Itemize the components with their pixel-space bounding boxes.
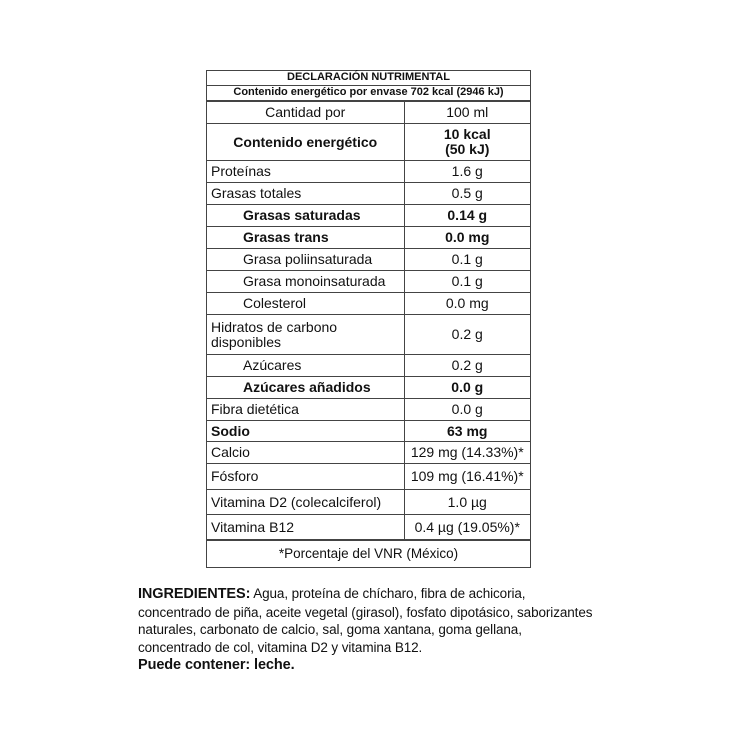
table-row <box>207 490 530 515</box>
nutrient-value: 0.1 g <box>404 249 530 271</box>
energy-kj: (50 kJ) <box>445 141 490 157</box>
table-row <box>207 464 530 490</box>
nutrient-label: Grasa poliinsaturada <box>207 249 404 271</box>
energy-kcal: 10 kcal <box>443 126 491 142</box>
serving-value: 100 ml <box>404 102 530 124</box>
table-row <box>207 161 530 183</box>
energy-per-pack: Contenido energético por envase 702 kcal (2946 kJ) <box>207 85 530 100</box>
carbs-label-line2: disponibles <box>211 333 282 350</box>
nutrient-value: 0.0 g <box>404 377 530 399</box>
energy-value <box>404 124 530 161</box>
nutrient-value: 0.2 g <box>404 355 530 377</box>
ingredients-paragraph <box>138 585 598 675</box>
table-row <box>207 421 530 442</box>
table-row <box>207 293 530 315</box>
ingredients-heading: INGREDIENTES: <box>138 586 251 602</box>
nutrient-label: Vitamina D2 (colecalciferol) <box>207 490 404 515</box>
nutrient-value: 0.0 mg <box>404 293 530 315</box>
nutrient-value: 63 mg <box>404 421 530 442</box>
serving-label: Cantidad por <box>207 102 404 124</box>
nutrient-label: Fósforo <box>207 464 404 490</box>
table-row <box>207 249 530 271</box>
nutrient-label: Calcio <box>207 442 404 464</box>
table-row <box>207 515 530 540</box>
table-row <box>207 442 530 464</box>
table-row <box>207 205 530 227</box>
energy-label: Contenido energético <box>207 124 404 161</box>
nutrition-facts-table <box>206 70 531 568</box>
table-row <box>207 183 530 205</box>
table-row <box>207 377 530 399</box>
table-row <box>207 399 530 421</box>
nutrient-label: Azúcares <box>207 355 404 377</box>
nutrient-label: Sodio <box>207 421 404 442</box>
nutrient-label: Grasa monoinsaturada <box>207 271 404 293</box>
nutrient-value: 0.2 g <box>404 315 530 355</box>
nutrient-value: 0.0 g <box>404 399 530 421</box>
nutrient-label: Proteínas <box>207 161 404 183</box>
nutrition-header <box>207 71 530 101</box>
carbs-label-line1: Hidratos de carbono <box>211 318 338 335</box>
nutrient-value: 129 mg (14.33%)* <box>404 442 530 464</box>
nutrient-value: 0.4 µg (19.05%)* <box>404 515 530 540</box>
allergen-warning: Puede contener: leche. <box>138 657 295 673</box>
nutrient-value: 1.6 g <box>404 161 530 183</box>
nutrient-label: Fibra dietética <box>207 399 404 421</box>
vnr-footnote: *Porcentaje del VNR (México) <box>207 540 530 567</box>
nutrient-label <box>207 315 404 355</box>
nutrient-label: Colesterol <box>207 293 404 315</box>
nutrient-label: Grasas trans <box>207 227 404 249</box>
nutrient-label: Grasas totales <box>207 183 404 205</box>
table-row <box>207 271 530 293</box>
nutrient-value: 109 mg (16.41%)* <box>404 464 530 490</box>
table-row <box>207 227 530 249</box>
table-row <box>207 355 530 377</box>
table-row <box>207 102 530 124</box>
table-row <box>207 315 530 355</box>
nutrient-value: 0.1 g <box>404 271 530 293</box>
ingredients-list: Agua, proteína de chícharo, fibra de achicoria, concentrado de piña, aceite vegetal (girasol), fosfato dipotásico, saborizantes naturales, carbonato de calcio, sal, goma xantana, goma gellana, concentrado de col, vitamina D2 y vitamina B12. <box>138 586 593 655</box>
nutrient-label: Vitamina B12 <box>207 515 404 540</box>
nutrition-title: DECLARACIÓN NUTRIMENTAL <box>287 71 450 83</box>
nutrient-label: Azúcares añadidos <box>207 377 404 399</box>
nutrient-value: 1.0 µg <box>404 490 530 515</box>
nutrient-value: 0.0 mg <box>404 227 530 249</box>
nutrient-value: 0.14 g <box>404 205 530 227</box>
nutrient-value: 0.5 g <box>404 183 530 205</box>
table-row <box>207 124 530 161</box>
nutrient-rows <box>207 101 530 540</box>
nutrient-label: Grasas saturadas <box>207 205 404 227</box>
